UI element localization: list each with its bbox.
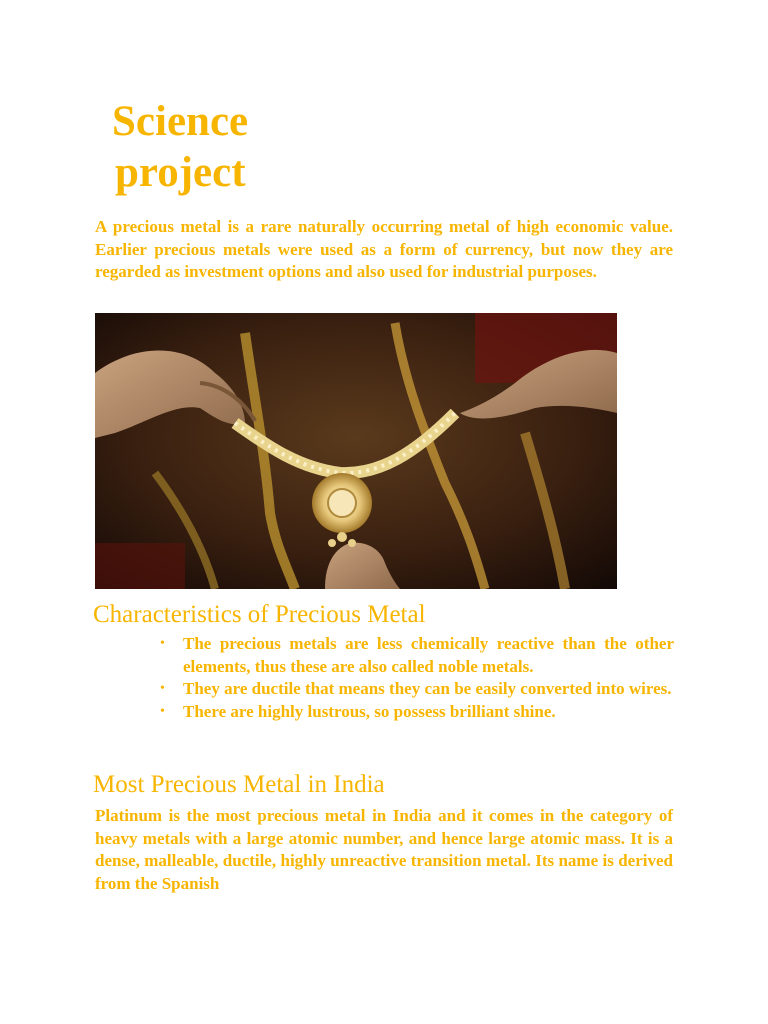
intro-paragraph: A precious metal is a rare naturally occurring metal of high economic value. Earlier precious metals were used as a form of currency, but now they are regarded as investment options and also used for industrial purposes. bbox=[95, 217, 673, 281]
title-line-2: project bbox=[115, 149, 246, 196]
bullet-icon: • bbox=[160, 703, 165, 719]
list-item-text: There are highly lustrous, so possess brilliant shine. bbox=[183, 701, 556, 721]
page-title bbox=[112, 96, 248, 198]
bullet-icon: • bbox=[160, 636, 165, 651]
list-item bbox=[158, 633, 674, 678]
title-line-1: Science bbox=[112, 98, 249, 145]
characteristics-heading: Characteristics of Precious Metal bbox=[93, 601, 426, 628]
bullet-icon: • bbox=[160, 681, 165, 696]
characteristics-list bbox=[158, 633, 674, 723]
list-item bbox=[158, 678, 674, 701]
list-item bbox=[158, 701, 674, 724]
india-heading: Most Precious Metal in India bbox=[93, 771, 385, 798]
list-item-text: The precious metals are less chemically reactive than the other elements, thus these are also called noble metals. bbox=[183, 634, 674, 676]
necklace-photo bbox=[95, 313, 617, 589]
platinum-paragraph: Platinum is the most precious metal in India and it comes in the category of heavy metals with a large atomic number, and hence large atomic mass. It is a dense, malleable, ductile, highly unreactive transition metal. Its name is derived from the Spanish bbox=[95, 806, 673, 893]
list-item-text: They are ductile that means they can be easily converted into wires. bbox=[183, 679, 672, 698]
